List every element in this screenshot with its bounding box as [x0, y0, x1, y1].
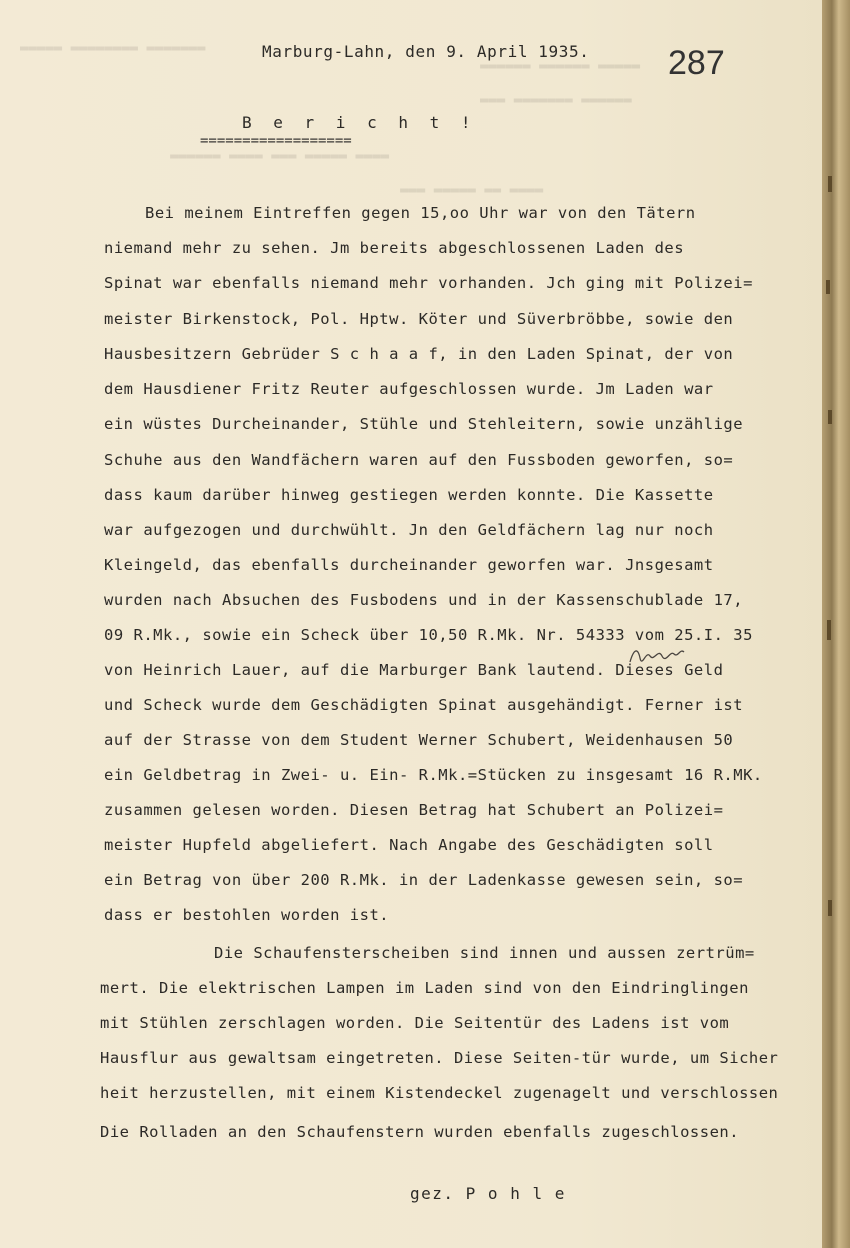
body-line: dass kaum darüber hinweg gestiegen werden konnte. Die Kassette	[104, 486, 714, 504]
page-number: 287	[668, 44, 725, 82]
bleed-through-decoration: ▬▬▬▬▬ ▬▬▬▬▬▬ ▬▬▬▬▬▬	[480, 58, 641, 74]
edge-mark	[828, 900, 832, 916]
body-line: Bei meinem Eintreffen gegen 15,oo Uhr war von den Tätern	[145, 204, 696, 222]
body-line: und Scheck wurde dem Geschädigten Spinat ausgehändigt. Ferner ist	[104, 696, 744, 714]
body-line: zusammen gelesen worden. Diesen Betrag hat Schubert an Polizei=	[104, 801, 724, 819]
bleed-through-decoration: ▬▬▬▬▬▬▬ ▬▬▬▬▬▬▬▬ ▬▬▬▬▬	[20, 40, 206, 56]
edge-mark	[826, 280, 830, 294]
body-line: ein wüstes Durcheinander, Stühle und Stehleitern, sowie unzählige	[104, 415, 744, 433]
body-line: Die Rolladen an den Schaufenstern wurden ebenfalls zugeschlossen.	[100, 1123, 740, 1141]
edge-mark	[827, 620, 831, 640]
body-line: Hausflur aus gewaltsam eingetreten. Diese Seiten-tür wurde, um Sicher	[100, 1049, 779, 1067]
bleed-through-decoration: ▬▬▬▬ ▬▬▬▬▬ ▬▬▬ ▬▬▬▬ ▬▬▬▬▬▬	[170, 148, 390, 164]
body-line: wurden nach Absuchen des Fusbodens und in der Kassenschublade 17,	[104, 591, 744, 609]
body-line: auf der Strasse von dem Student Werner Schubert, Weidenhausen 50	[104, 731, 734, 749]
handwritten-note	[628, 644, 686, 666]
bleed-through-decoration: ▬▬▬▬▬▬ ▬▬▬▬▬▬▬ ▬▬▬	[480, 92, 632, 108]
body-line: dass er bestohlen worden ist.	[104, 906, 390, 924]
place-date-line: Marburg-Lahn, den 9. April 1935.	[262, 42, 590, 61]
body-line: meister Hupfeld abgeliefert. Nach Angabe des Geschädigten soll	[104, 836, 714, 854]
bleed-through-decoration: ▬▬▬▬ ▬▬ ▬▬▬▬▬ ▬▬▬	[400, 182, 544, 198]
body-line: von Heinrich Lauer, auf die Marburger Bank lautend. Dieses Geld	[104, 661, 724, 679]
body-line: niemand mehr zu sehen. Jm bereits abgeschlossenen Laden des	[104, 239, 685, 257]
edge-mark	[828, 410, 832, 424]
body-line: dem Hausdiener Fritz Reuter aufgeschlossen wurde. Jm Laden war	[104, 380, 714, 398]
body-line: Die Schaufensterscheiben sind innen und aussen zertrüm=	[214, 944, 755, 962]
body-line: Kleingeld, das ebenfalls durcheinander geworfen war. Jnsgesamt	[104, 556, 714, 574]
body-line: mert. Die elektrischen Lampen im Laden sind von den Eindringlingen	[100, 979, 749, 997]
paper-stack-edge	[822, 0, 850, 1248]
body-line: meister Birkenstock, Pol. Hptw. Köter und Süverbröbbe, sowie den	[104, 310, 734, 328]
body-line: ein Geldbetrag in Zwei- u. Ein- R.Mk.=Stücken zu insgesamt 16 R.MK.	[104, 766, 763, 784]
body-line: Spinat war ebenfalls niemand mehr vorhanden. Jch ging mit Polizei=	[104, 274, 753, 292]
signature-line: gez. P o h l e	[410, 1184, 566, 1203]
body-line: Schuhe aus den Wandfächern waren auf den Fussboden geworfen, so=	[104, 451, 734, 469]
body-line: Hausbesitzern Gebrüder S c h a a f, in den Laden Spinat, der von	[104, 345, 734, 363]
edge-mark	[828, 176, 832, 192]
title-underline: ==================	[200, 133, 352, 149]
body-line: war aufgezogen und durchwühlt. Jn den Geldfächern lag nur noch	[104, 521, 714, 539]
body-line: ein Betrag von über 200 R.Mk. in der Ladenkasse gewesen sein, so=	[104, 871, 744, 889]
document-title: B e r i c h t !	[242, 113, 477, 132]
body-line: 09 R.Mk., sowie ein Scheck über 10,50 R.Mk. Nr. 54333 vom 25.I. 35	[104, 626, 753, 644]
body-line: heit herzustellen, mit einem Kistendeckel zugenagelt und verschlossen	[100, 1084, 779, 1102]
body-line: mit Stühlen zerschlagen worden. Die Seitentür des Ladens ist vom	[100, 1014, 730, 1032]
